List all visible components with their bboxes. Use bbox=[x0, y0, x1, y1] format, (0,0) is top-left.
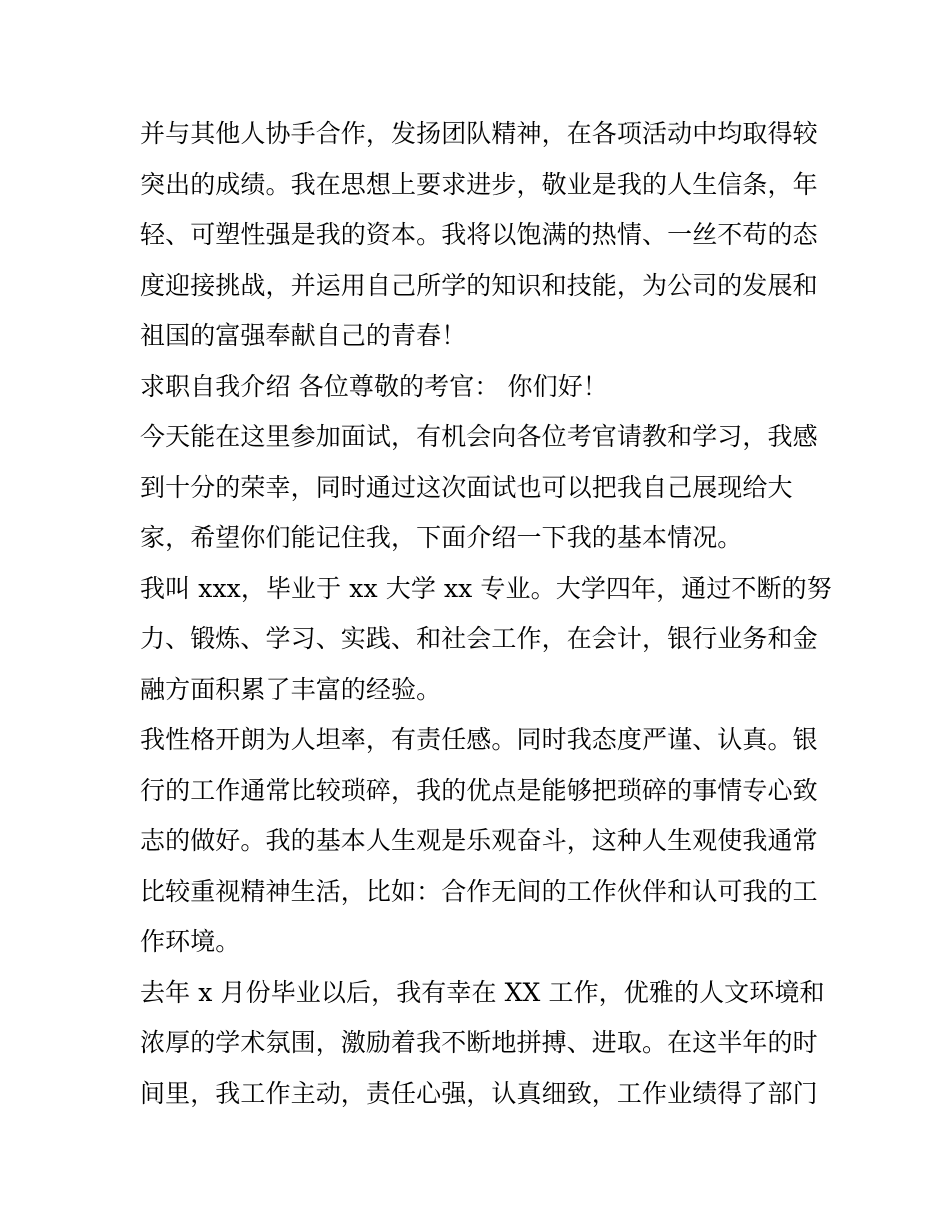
text-line: 到十分的荣幸，同时通过这次面试也可以把我自己展现给大 bbox=[140, 472, 793, 502]
text-line: 间里，我工作主动，责任心强，认真细致，工作业绩得了部门 bbox=[140, 1078, 818, 1108]
text-line: 今天能在这里参加面试，有机会向各位考官请教和学习，我感 bbox=[140, 422, 818, 451]
text-line: 融方面积累了丰富的经验。 bbox=[140, 674, 442, 704]
text-line: 求职自我介绍 各位尊敬的考官： 你们好！ bbox=[140, 371, 608, 401]
text-line: 志的做好。我的基本人生观是乐观奋斗，这种人生观使我通常 bbox=[140, 826, 818, 855]
text-line: 行的工作通常比较琐碎，我的优点是能够把琐碎的事情专心致 bbox=[140, 775, 818, 805]
text-line: 度迎接挑战，并运用自己所学的知识和技能，为公司的发展和 bbox=[140, 270, 818, 300]
text-line: 去年 x 月份毕业以后，我有幸在 XX 工作，优雅的人文环境和 bbox=[140, 977, 825, 1007]
text-line: 家，希望你们能记住我，下面介绍一下我的基本情况。 bbox=[140, 523, 743, 552]
text-line: 力、锻炼、学习、实践、和社会工作，在会计，银行业务和金 bbox=[140, 624, 818, 653]
document-body bbox=[140, 109, 830, 1119]
text-line: 作环境。 bbox=[140, 927, 241, 956]
text-line: 并与其他人协手合作，发扬团队精神，在各项活动中均取得较 bbox=[140, 119, 818, 148]
text-line: 比较重视精神生活，比如：合作无间的工作伙伴和认可我的工 bbox=[140, 876, 818, 906]
text-line: 我性格开朗为人坦率，有责任感。同时我态度严谨、认真。银 bbox=[140, 725, 818, 754]
text-line: 我叫 xxx，毕业于 xx 大学 xx 专业。大学四年，通过不断的努 bbox=[140, 573, 832, 603]
text-line: 突出的成绩。我在思想上要求进步，敬业是我的人生信条，年 bbox=[140, 169, 818, 199]
text-line: 浓厚的学术氛围，激励着我不断地拼搏、进取。在这半年的时 bbox=[140, 1028, 818, 1057]
text-line: 轻、可塑性强是我的资本。我将以饱满的热情、一丝不苟的态 bbox=[140, 220, 818, 249]
text-line: 祖国的富强奉献自己的青春！ bbox=[140, 321, 467, 350]
